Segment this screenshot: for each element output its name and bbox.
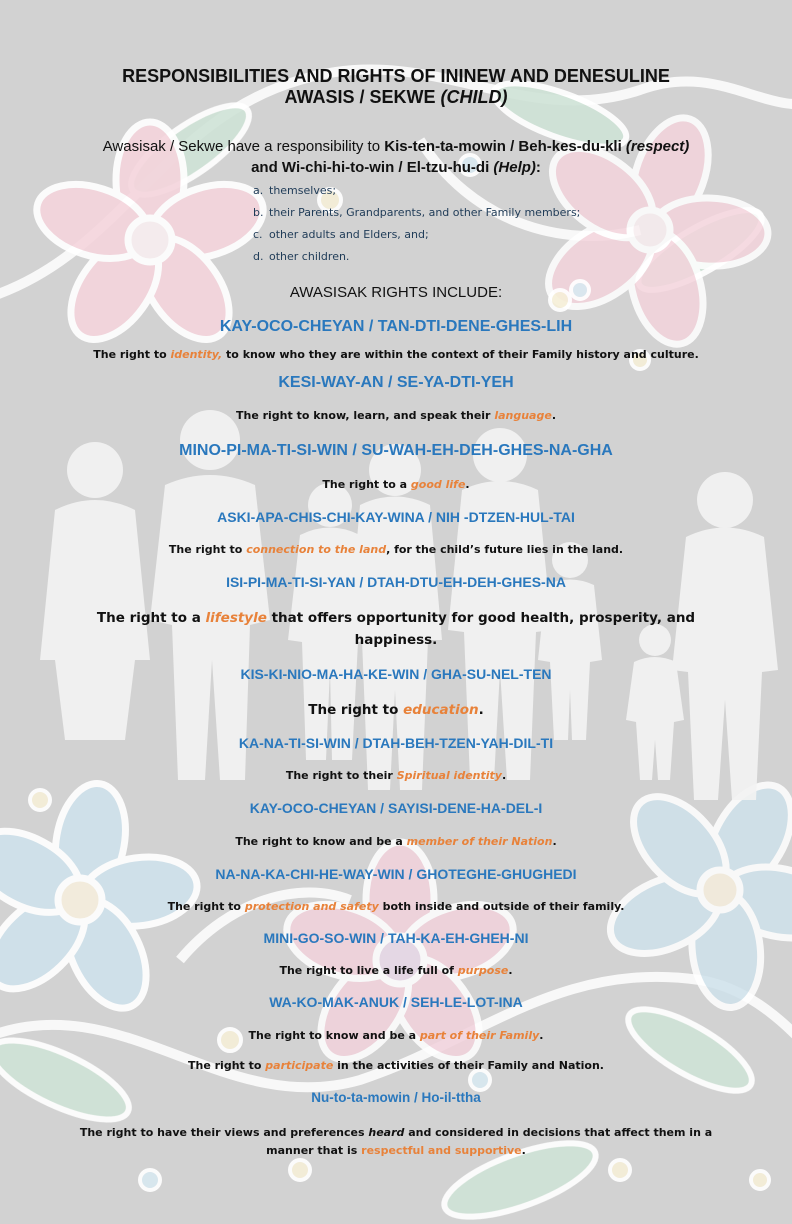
right-text-pre: The right to a <box>322 478 411 491</box>
right-text-pre: The right to know and be a <box>248 1029 420 1042</box>
list-item-letter: a. <box>253 184 264 197</box>
right-highlight: part of their Family <box>419 1029 540 1042</box>
right-text-mid: and considered in decisions that affect them in a manner that is <box>266 1126 713 1157</box>
right-highlight: participate <box>265 1059 334 1072</box>
right-heading-land: ASKI-APA-CHIS-CHI-KAY-WINA / NIH -DTZEN-HUL-TAI <box>217 509 575 525</box>
intro-paragraph <box>40 136 752 178</box>
right-text-post: . <box>552 835 557 848</box>
right-text-lifestyle <box>96 607 696 651</box>
right-text-pre: The right to know and be a <box>235 835 407 848</box>
right-heading-lifestyle: ISI-PI-MA-TI-SI-YAN / DTAH-DTU-EH-DEH-GHES-NA <box>226 574 566 590</box>
right-highlight: Spiritual identity <box>396 769 502 782</box>
right-text-post: both inside and outside of their family. <box>378 900 625 913</box>
right-highlight: education <box>403 702 479 718</box>
right-heading-identity: KAY-OCO-CHEYAN / TAN-DTI-DENE-GHES-LIH <box>219 318 573 335</box>
right-text-pre: The right to have their views and preferences <box>79 1126 369 1139</box>
right-heading-family: WA-KO-MAK-ANUK / SEH-LE-LOT-INA <box>269 994 523 1010</box>
title-line-2 <box>40 87 752 108</box>
right-highlight: purpose <box>457 964 509 977</box>
right-highlight: connection to the land <box>246 543 387 556</box>
right-text-pre: The right to a <box>96 610 206 626</box>
right-highlight: language <box>494 409 552 422</box>
right-text-identity <box>40 346 752 364</box>
title-line-2-main: AWASIS / SEKWE <box>284 87 436 107</box>
intro-help-paren: (Help) <box>493 159 536 176</box>
right-heading-nation: KAY-OCO-CHEYAN / SAYISI-DENE-HA-DEL-I <box>249 800 543 816</box>
right-emphasis: heard <box>368 1126 405 1139</box>
intro-colon: : <box>535 159 541 176</box>
list-item-text: other adults and Elders, and; <box>269 228 429 241</box>
right-text-pre: The right to <box>93 348 171 361</box>
right-heading-language: KESI-WAY-AN / SE-YA-DTI-YEH <box>278 374 514 391</box>
intro-text: Awasisak / Sekwe have a responsibility to <box>102 138 385 155</box>
right-highlight: respectful and supportive <box>361 1144 522 1157</box>
right-text-nation <box>40 833 752 851</box>
right-highlight: member of their Nation <box>406 835 553 848</box>
right-text-post: . <box>508 964 513 977</box>
list-item-text: themselves; <box>269 184 337 197</box>
right-heading-good-life: MINO-PI-MA-TI-SI-WIN / SU-WAH-EH-DEH-GHES-NA-GHA <box>179 442 613 459</box>
list-item-letter: d. <box>253 250 264 263</box>
right-text-pre: The right to their <box>285 769 397 782</box>
right-text-good-life <box>40 476 752 494</box>
right-highlight: lifestyle <box>205 610 267 626</box>
right-highlight: protection and safety <box>244 900 379 913</box>
right-text-land <box>40 541 752 559</box>
intro-term-respect: Kis-ten-ta-mowin / Beh-kes-du-kli <box>384 138 626 155</box>
right-text-pre: The right to <box>167 900 245 913</box>
right-text-purpose <box>40 962 752 980</box>
right-text-participate <box>40 1057 752 1075</box>
right-text-pre: The right to <box>188 1059 266 1072</box>
list-item-letter: b. <box>253 206 264 219</box>
list-item <box>253 180 580 202</box>
right-text-language <box>40 407 752 425</box>
right-text-post: . <box>551 409 556 422</box>
list-item-text: their Parents, Grandparents, and other Family members; <box>269 206 581 219</box>
right-text-post: . <box>465 478 470 491</box>
right-text-pre: The right to <box>308 702 404 718</box>
right-heading-spiritual: KA-NA-TI-SI-WIN / DTAH-BEH-TZEN-YAH-DIL-TI <box>238 735 554 751</box>
right-heading-education: KIS-KI-NIO-MA-HA-KE-WIN / GHA-SU-NEL-TEN <box>240 666 552 682</box>
right-text-family <box>40 1027 752 1045</box>
right-text-pre: The right to know, learn, and speak their <box>235 409 495 422</box>
list-item-letter: c. <box>253 228 263 241</box>
right-text-post: . <box>478 702 484 718</box>
right-text-heard <box>66 1124 726 1160</box>
right-text-spiritual <box>40 767 752 785</box>
right-text-post: . <box>501 769 507 782</box>
right-text-post: that offers opportunity for good health, prosperity, and happiness. <box>266 610 696 648</box>
list-item <box>253 224 580 246</box>
right-heading-purpose: MINI-GO-SO-WIN / TAH-KA-EH-GHEH-NI <box>263 930 529 946</box>
right-heading-heard: Nu-to-ta-mowin / Ho-il-ttha <box>311 1090 481 1105</box>
title-line-2-paren: (CHILD) <box>440 87 508 107</box>
right-text-post: , for the child’s future lies in the land. <box>386 543 624 556</box>
right-text-education <box>40 699 752 721</box>
right-text-pre: The right to <box>168 543 247 556</box>
list-item-text: other children. <box>269 250 350 263</box>
right-highlight: identity, <box>170 348 223 361</box>
list-item <box>253 202 580 224</box>
right-text-post: . <box>539 1029 544 1042</box>
page-title <box>40 66 752 108</box>
title-line-1: RESPONSIBILITIES AND RIGHTS OF ININEW AND DENESULINE <box>122 66 670 86</box>
rights-heading: AWASISAK RIGHTS INCLUDE: <box>289 284 503 301</box>
intro-respect-paren: (respect) <box>625 138 690 155</box>
right-text-protection <box>40 898 752 916</box>
right-text-pre: The right to live a life full of <box>279 964 458 977</box>
right-highlight: good life <box>410 478 466 491</box>
right-text-post: to know who they are within the context of their Family history and culture. <box>222 348 699 361</box>
responsibility-list <box>253 180 580 268</box>
list-item <box>253 246 580 268</box>
right-heading-protection: NA-NA-KA-CHI-HE-WAY-WIN / GHOTEGHE-GHUGHEDI <box>215 866 577 882</box>
right-text-post: . <box>521 1144 526 1157</box>
right-text-post: in the activities of their Family and Nation. <box>333 1059 604 1072</box>
intro-term-help: and Wi-chi-hi-to-win / El-tzu-hu-di <box>251 159 494 176</box>
